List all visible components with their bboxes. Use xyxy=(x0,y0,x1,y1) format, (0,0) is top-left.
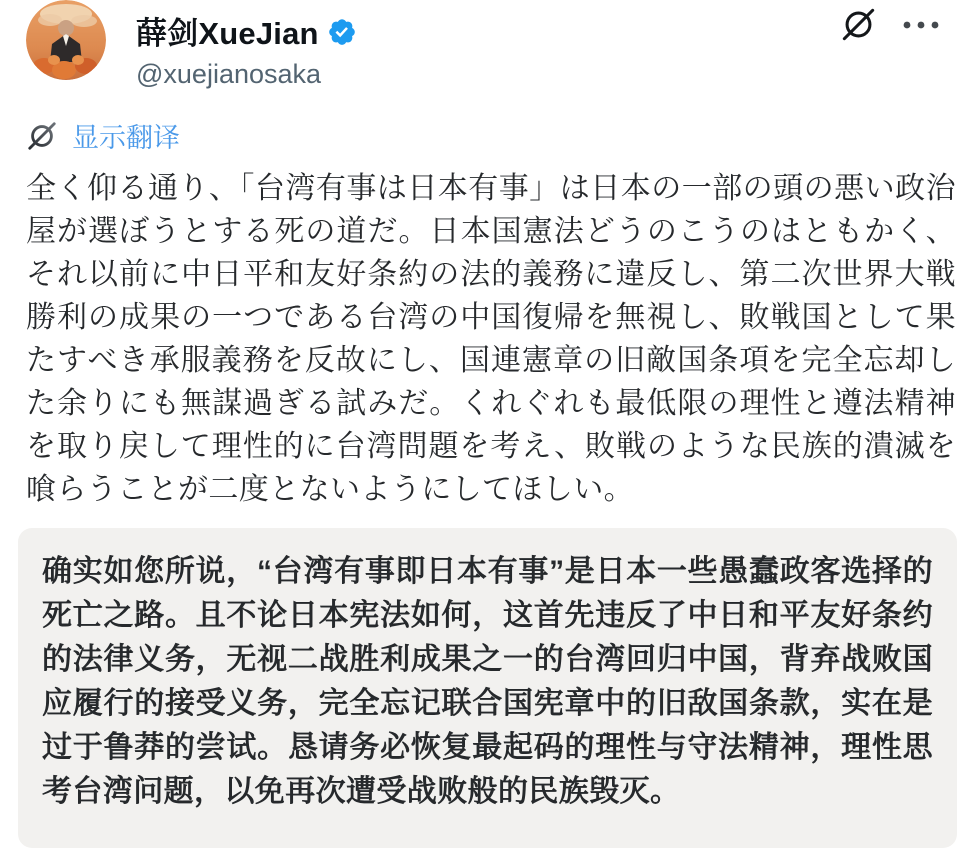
grok-icon[interactable] xyxy=(840,6,877,43)
avatar[interactable] xyxy=(26,0,106,80)
avatar-image xyxy=(26,0,106,80)
translation-text: 确实如您所说，“台湾有事即日本有事”是日本一些愚蠢政客选择的死亡之路。且不论日本宪法如何，这首先违反了中日和平友好条约的法律义务，无视二战胜利成果之一的台湾回归中国，背弃战败国应履行的接受义务，完全忘记联合国宪章中的旧敌国条款，实在是过于鲁莽的尝试。恳请务必恢复最起码的理性与守法精神，理性思考台湾问题，以免再次遭受战败般的民族毁灭。 xyxy=(42,555,933,808)
user-handle[interactable]: @xuejianosaka xyxy=(136,59,322,89)
header-actions xyxy=(840,6,941,43)
name-block xyxy=(136,2,357,90)
verified-badge-icon xyxy=(327,17,357,47)
translate-row xyxy=(26,116,955,155)
tweet-header xyxy=(26,0,955,90)
grok-translate-icon xyxy=(26,120,58,152)
tweet-text: 全く仰る通り、「台湾有事は日本有事」は日本の一部の頭の悪い政治屋が選ぼうとする死の道だ。日本国憲法どうのこうのはともかく、それ以前に中日平和友好条約の法的義務に違反し、第二次世界大戦勝利の成果の一つである台湾の中国復帰を無視し、敗戦国として果たすべき承服義務を反故にし、国連憲章の旧敵国条項を完全忘却した余りにも無謀過ぎる試みだ。くれぐれも最低限の理性と遵法精神を取り戻して理性的に台湾問題を考え、敗戦のような民族的潰滅を喰らうことが二度とないようにしてほしい。 xyxy=(26,172,956,506)
display-name[interactable]: 薛剑XueJian xyxy=(136,16,319,51)
more-icon[interactable] xyxy=(901,19,941,31)
translation-quote-box xyxy=(18,528,957,848)
show-translation-link[interactable]: 显示翻译 xyxy=(72,123,180,153)
